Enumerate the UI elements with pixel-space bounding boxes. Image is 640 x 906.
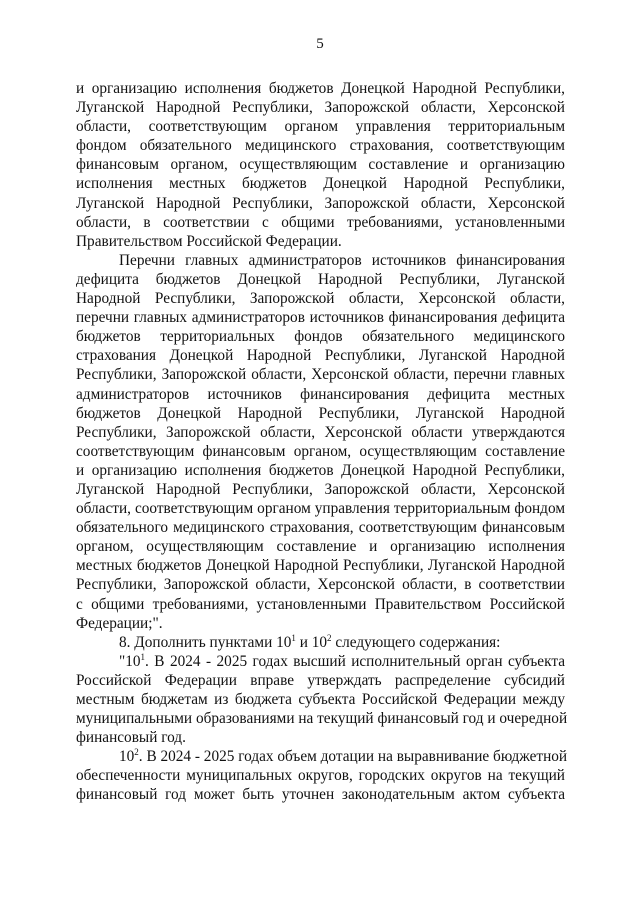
text-line: Луганской Народной Республики, Запорожской области, Херсонской: [76, 480, 565, 498]
text-fragment: 10: [119, 748, 135, 766]
superscript: 1: [291, 632, 296, 643]
text-line: фондом обязательного медицинского страхования, соответствующим: [76, 137, 565, 155]
text-line: администраторов источников финансирования дефицита местных: [76, 385, 565, 403]
superscript: 2: [134, 747, 139, 758]
text-line: исполнения местных бюджетов Донецкой Народной Республики,: [76, 175, 565, 193]
text-fragment: и 10: [295, 633, 328, 651]
text-line: обеспеченности муниципальных округов, городских округов на текущий: [76, 767, 565, 785]
text-line: муниципальными образованиями на текущий финансовый год и очередной: [76, 710, 568, 728]
text-fragment: . В 2024 - 2025 годах объем дотации на выравнивание бюджетной: [138, 748, 568, 766]
text-line: финансовый год.: [76, 729, 186, 747]
document-body: [76, 79, 568, 805]
text-line: области, соответствующим органом управления территориальным фондом: [76, 500, 565, 518]
text-line: Луганской Народной Республики, Запорожской области, Херсонской: [76, 99, 565, 117]
clause-line: [76, 747, 568, 766]
text-fragment: . В 2024 - 2025 годах высший исполнительный орган субъекта: [145, 652, 565, 670]
text-line: дефицита бюджетов Донецкой Народной Республики, Луганской: [76, 270, 565, 288]
text-fragment: 8. Дополнить пунктами 10: [119, 633, 292, 651]
text-line: Перечни главных администраторов источников финансирования: [119, 251, 565, 269]
text-line: местных бюджетов Донецкой Народной Республики, Луганской Народной: [76, 557, 565, 575]
text-line: и организацию исполнения бюджетов Донецкой Народной Республики,: [76, 80, 565, 97]
page-number: 5: [316, 36, 324, 52]
text-line: финансовый год может быть уточнен законодательным актом субъекта: [76, 786, 565, 804]
text-line: области, соответствующим органом управления территориальным: [76, 118, 565, 136]
superscript: 1: [140, 651, 146, 662]
text-line: с общими требованиями, установленными Правительством Российской: [76, 595, 565, 613]
clause-line: [76, 652, 565, 671]
text-line: страхования Донецкой Народной Республики, Луганской Народной: [76, 347, 565, 365]
text-line: перечни главных администраторов источников финансирования дефицита: [76, 309, 565, 327]
superscript: 2: [327, 632, 332, 643]
text-line: Народной Республики, Запорожской области, Херсонской области,: [76, 290, 565, 308]
text-line: финансовым органом, осуществляющим составление и организацию: [76, 156, 565, 174]
amendment-line: [76, 633, 565, 652]
text-line: области, в соответствии с общими требованиями, установленными: [76, 213, 565, 231]
text-fragment: "10: [119, 652, 141, 670]
text-fragment: следующего содержания:: [331, 633, 501, 651]
text-line: Республики, Запорожской области, Херсонской области, в соответствии: [76, 576, 565, 594]
text-line: обязательного медицинского страхования, соответствующим финансовым: [76, 519, 565, 537]
text-line: Республики, Запорожской области, Херсонской области утверждаются: [76, 423, 565, 441]
text-line: Федерации;".: [76, 614, 163, 632]
text-line: бюджетов Донецкой Народной Республики, Луганской Народной: [76, 404, 565, 422]
text-line: Луганской Народной Республики, Запорожской области, Херсонской: [76, 194, 565, 212]
text-line: Республики, Запорожской области, Херсонской области, перечни главных: [76, 366, 565, 384]
text-line: Правительством Российской Федерации.: [76, 232, 342, 250]
text-line: Российской Федерации вправе утверждать распределение субсидий: [76, 671, 565, 689]
text-line: бюджетов территориальных фондов обязательного медицинского: [76, 328, 565, 346]
text-line: соответствующим финансовым органом, осуществляющим составление: [76, 442, 565, 460]
text-line: и организацию исполнения бюджетов Донецкой Народной Республики,: [76, 461, 565, 479]
text-line: органом, осуществляющим составление и организацию исполнения: [76, 538, 565, 556]
text-line: местным бюджетам из бюджета субъекта Российской Федерации между: [76, 691, 565, 708]
